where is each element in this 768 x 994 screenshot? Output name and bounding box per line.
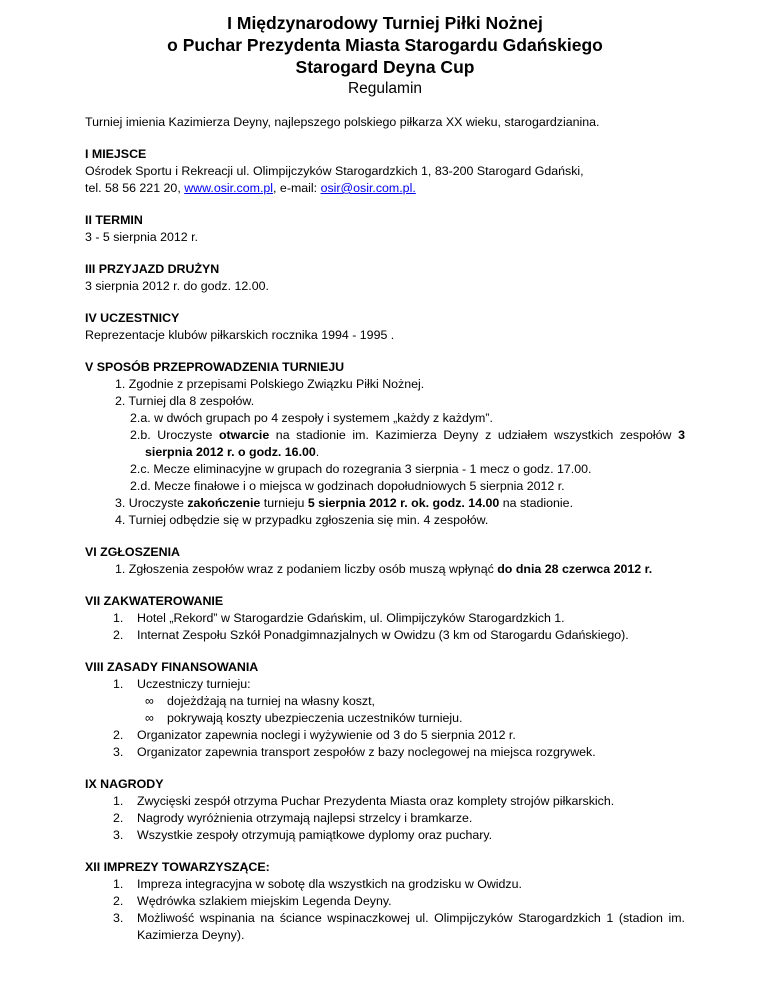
list-item xyxy=(85,495,685,512)
list-item xyxy=(85,610,685,627)
text-run: 1. Zgłoszenia zespołów wraz z podaniem liczby osób muszą wpłynąć xyxy=(115,562,498,576)
section-heading: V SPOSÓB PRZEPROWADZENIA TURNIEJU xyxy=(85,360,345,374)
bold-run: do dnia 28 czerwca 2012 r. xyxy=(497,562,653,576)
list-text: Internat Zespołu Szkół Ponadgimnazjalnych w Owidzu (3 km od Starogardu Gdańskiego). xyxy=(137,628,629,642)
list-number: 2. xyxy=(113,811,124,825)
bullet-text: dojeżdżają na turniej na własny koszt, xyxy=(167,694,376,708)
bullet-item xyxy=(85,710,685,727)
list-number: 1. xyxy=(113,677,124,691)
text-run: na stadionie. xyxy=(499,496,574,510)
section-heading: IV UCZESTNICY xyxy=(85,311,180,325)
list-text: Impreza integracyjna w sobotę dla wszystkich na grodzisku w Owidzu. xyxy=(137,877,522,891)
list-text: Nagrody wyróżnienia otrzymają najlepsi strzelcy i bramkarze. xyxy=(137,811,473,825)
text-run: turnieju xyxy=(260,496,308,510)
bullet-text: pokrywają koszty ubezpieczenia uczestników turnieju. xyxy=(167,711,463,725)
bold-run: 3 sierpnia 2012 r. o godz. 16.00 xyxy=(145,428,685,459)
sub-list-item: 2.a. w dwóch grupach po 4 zespoły i systemem „każdy z każdym”. xyxy=(130,411,493,425)
section-heading: I MIEJSCE xyxy=(85,147,147,161)
text-run: 2.b. Uroczyste xyxy=(130,428,219,442)
list-number: 2. xyxy=(113,628,124,642)
section-finansowanie xyxy=(85,659,685,761)
list-item xyxy=(85,627,685,644)
list-item xyxy=(85,810,685,827)
bold-run: otwarcie xyxy=(218,428,270,442)
section-nagrody xyxy=(85,776,685,844)
section-uczestnicy xyxy=(85,310,685,344)
intro-text: Turniej imienia Kazimierza Deyny, najlepszego polskiego piłkarza XX wieku, starogardzianina. xyxy=(85,115,600,129)
document-subtitle: Regulamin xyxy=(347,80,423,97)
section-heading: III PRZYJAZD DRUŻYN xyxy=(85,262,220,276)
list-number: 2. xyxy=(113,728,124,742)
list-item xyxy=(85,727,685,744)
section-heading: VI ZGŁOSZENIA xyxy=(85,545,180,559)
email-link[interactable]: osir@osir.com.pl. xyxy=(320,181,416,195)
section-text: 3 - 5 sierpnia 2012 r. xyxy=(85,230,198,244)
list-item xyxy=(85,744,685,761)
bold-run: 5 sierpnia 2012 r. ok. godz. 14.00 xyxy=(307,496,500,510)
sub-list-item xyxy=(85,427,685,461)
title-line-1: I Międzynarodowy Turniej Piłki Nożnej xyxy=(227,13,543,33)
section-sposob xyxy=(85,359,685,529)
list-item: 2. Turniej dla 8 zespołów. xyxy=(115,394,255,408)
section-heading: II TERMIN xyxy=(85,213,143,227)
section-przyjazd xyxy=(85,261,685,295)
section-termin xyxy=(85,212,685,246)
section-text: 3 sierpnia 2012 r. do godz. 12.00. xyxy=(85,279,269,293)
text-run: 3. Uroczyste xyxy=(115,496,188,510)
list-item xyxy=(85,676,685,693)
list-number: 1. xyxy=(113,611,124,625)
contact-line xyxy=(85,180,685,197)
sub-list-item: 2.c. Mecze eliminacyjne w grupach do rozegrania 3 sierpnia - 1 mecz o godz. 17.00. xyxy=(130,462,592,476)
list-item: 1. Zgodnie z przepisami Polskiego Związku Piłki Nożnej. xyxy=(115,377,425,391)
text-run: . xyxy=(315,445,320,459)
title-line-3: Starogard Deyna Cup xyxy=(295,57,475,77)
section-heading: VIII ZASADY FINANSOWANIA xyxy=(85,660,259,674)
list-item xyxy=(85,893,685,910)
list-text: Zwycięski zespół otrzyma Puchar Prezydenta Miasta oraz komplety strojów piłkarskich. xyxy=(137,794,615,808)
list-text: Wędrówka szlakiem miejskim Legenda Deyny. xyxy=(137,894,392,908)
title-line-2: o Puchar Prezydenta Miasta Starogardu Gdańskiego xyxy=(167,35,603,55)
section-heading: VII ZAKWATEROWANIE xyxy=(85,594,224,608)
website-link[interactable]: www.osir.com.pl xyxy=(184,181,274,195)
list-number: 3. xyxy=(113,911,124,925)
list-item xyxy=(85,827,685,844)
section-heading: XII IMPREZY TOWARZYSZĄCE: xyxy=(85,860,270,874)
list-item: 4. Turniej odbędzie się w przypadku zgłoszenia się min. 4 zespołów. xyxy=(115,513,489,527)
list-item xyxy=(85,793,685,810)
section-miejsce xyxy=(85,146,685,197)
phone-text: tel. 58 56 221 20, xyxy=(85,181,185,195)
list-text: Możliwość wspinania na ściance wspinaczkowej ul. Olimpijczyków Starogardzkich 1 (stadion im. Kazimierza Deyny). xyxy=(137,911,685,942)
sub-list-item: 2.d. Mecze finałowe i o miejsca w godzinach dopołudniowych 5 sierpnia 2012 r. xyxy=(130,479,565,493)
list-text: Hotel „Rekord” w Starogardzie Gdańskim, ul. Olimpijczyków Starogardzkich 1. xyxy=(137,611,565,625)
bullet-item xyxy=(85,693,685,710)
list-number: 3. xyxy=(113,745,124,759)
document-page xyxy=(85,12,685,959)
list-number: 3. xyxy=(113,828,124,842)
section-zgloszenia xyxy=(85,544,685,578)
list-text: Organizator zapewnia noclegi i wyżywienie od 3 do 5 sierpnia 2012 r. xyxy=(137,728,516,742)
text-run: na stadionie im. Kazimierza Deyny z udziałem wszystkich zespołów xyxy=(269,428,679,442)
infinity-bullet-icon: ∞ xyxy=(145,694,154,708)
list-item xyxy=(85,561,685,578)
section-text: Reprezentacje klubów piłkarskich rocznika 1994 - 1995 . xyxy=(85,328,395,342)
list-text: Organizator zapewnia transport zespołów z bazy noclegowej na miejsca rozgrywek. xyxy=(137,745,596,759)
section-heading: IX NAGRODY xyxy=(85,777,164,791)
section-zakwaterowanie xyxy=(85,593,685,644)
list-number: 2. xyxy=(113,894,124,908)
list-number: 1. xyxy=(113,794,124,808)
list-item xyxy=(85,910,685,944)
list-text: Uczestniczy turnieju: xyxy=(137,677,251,691)
address-line: Ośrodek Sportu i Rekreacji ul. Olimpijczyków Starogardzkich 1, 83-200 Starogard Gdański, xyxy=(85,164,584,178)
bold-run: zakończenie xyxy=(187,496,261,510)
section-imprezy xyxy=(85,859,685,944)
list-text: Wszystkie zespoły otrzymują pamiątkowe dyplomy oraz puchary. xyxy=(137,828,493,842)
list-number: 1. xyxy=(113,877,124,891)
list-item xyxy=(85,876,685,893)
email-label: , e-mail: xyxy=(273,181,321,195)
infinity-bullet-icon: ∞ xyxy=(145,711,154,725)
